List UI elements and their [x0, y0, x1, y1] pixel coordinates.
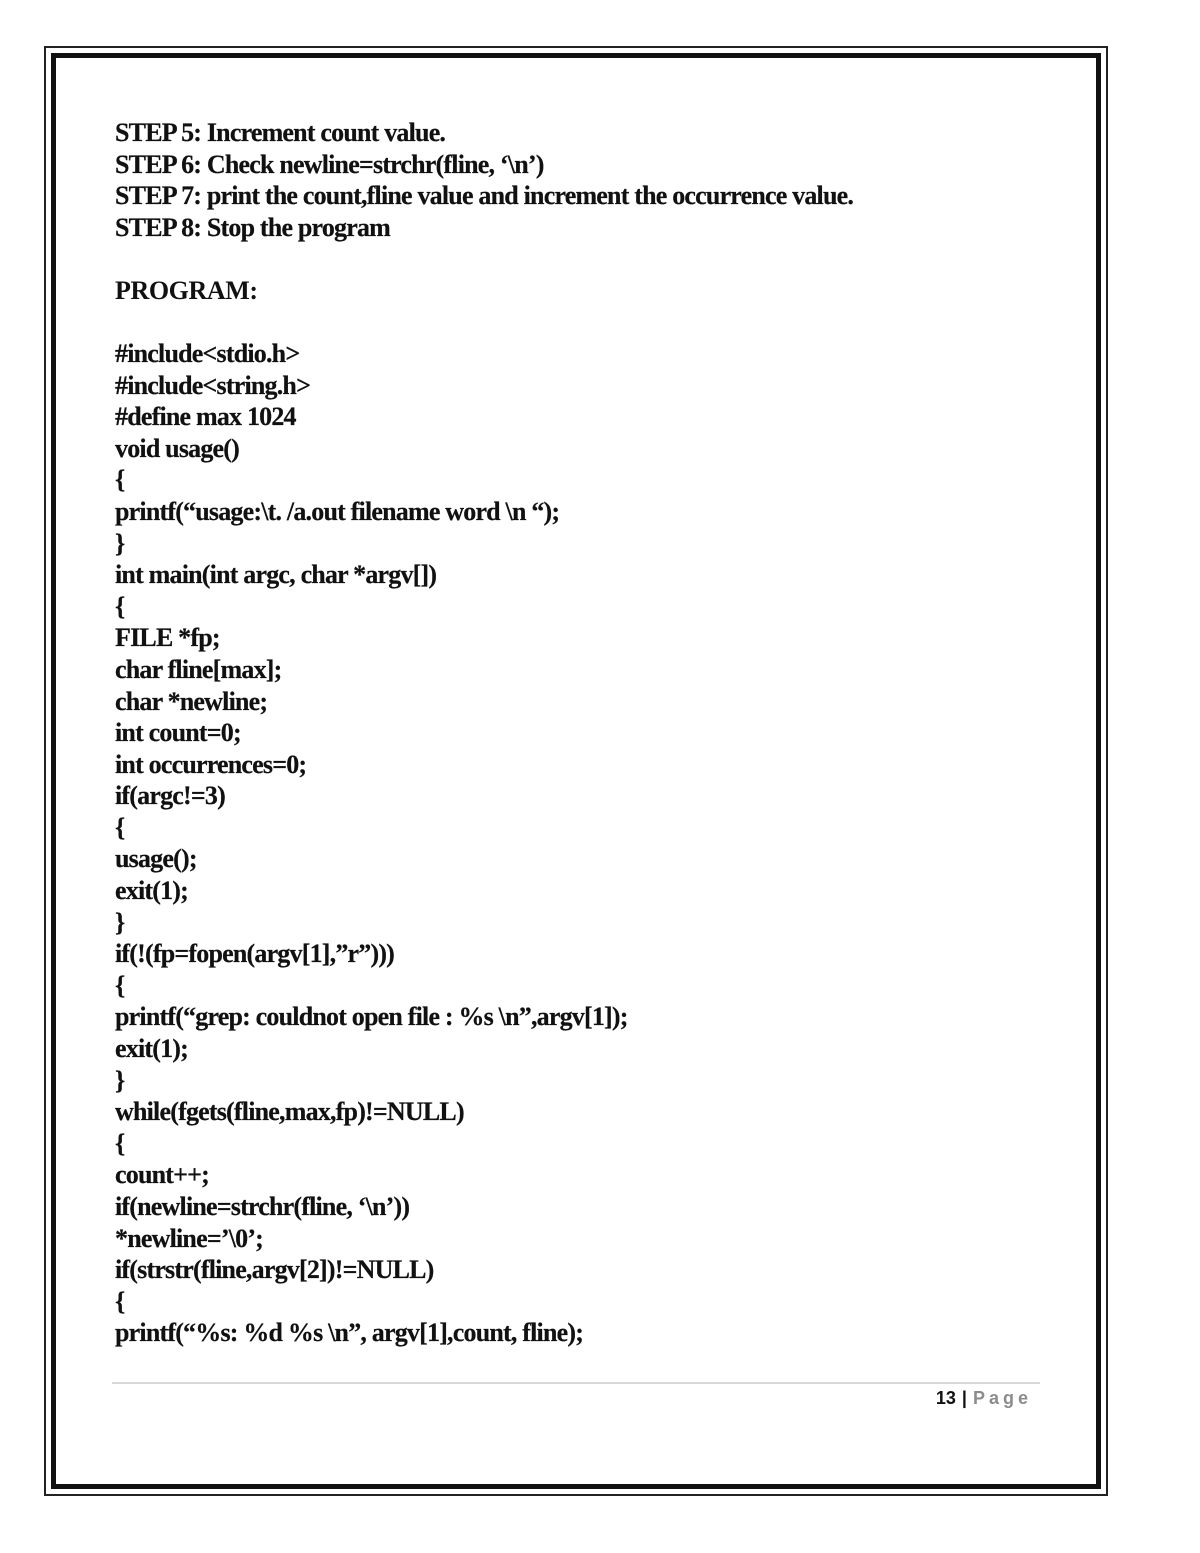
page-number: 13 — [935, 1388, 956, 1408]
step-line: STEP 6: Check newline=strchr(fline, ‘\n’) — [115, 149, 544, 179]
program-heading: PROGRAM: — [115, 276, 258, 306]
code-line: void usage() — [115, 433, 240, 463]
step-line: STEP 8: Stop the program — [115, 212, 391, 242]
code-line: int count=0; — [115, 718, 241, 748]
code-line: { — [115, 1286, 125, 1316]
code-line: char *newline; — [115, 686, 268, 716]
document-body — [115, 117, 1035, 1349]
code-line: usage(); — [115, 844, 197, 874]
code-line: #define max 1024 — [115, 402, 296, 432]
code-block — [115, 338, 1035, 1349]
code-line: { — [115, 591, 125, 621]
step-line: STEP 7: print the count,fline value and increment the occurrence value. — [115, 181, 854, 211]
code-line: { — [115, 1128, 125, 1158]
code-line: int main(int argc, char *argv[]) — [115, 560, 437, 590]
code-line: printf(“usage:\t. /a.out filename word \n “); — [115, 496, 560, 526]
footer-divider — [112, 1382, 1040, 1384]
page-footer — [936, 1388, 1032, 1409]
footer-separator: | — [961, 1388, 967, 1408]
step-line: STEP 5: Increment count value. — [115, 118, 446, 147]
code-line: FILE *fp; — [115, 623, 220, 653]
code-line: count++; — [115, 1160, 210, 1190]
code-line: int occurrences=0; — [115, 749, 307, 779]
code-line: } — [115, 1065, 125, 1095]
code-line: char fline[max]; — [115, 654, 282, 684]
code-line: printf(“grep: couldnot open file : %s \n”,argv[1]); — [115, 1002, 628, 1032]
code-line: if(newline=strchr(fline, ‘\n’)) — [115, 1192, 410, 1221]
code-line: if(!(fp=fopen(argv[1],”r”))) — [115, 939, 395, 969]
code-line: { — [115, 465, 125, 495]
code-line: } — [115, 907, 125, 937]
code-line: #include<string.h> — [115, 370, 311, 400]
code-line: exit(1); — [115, 876, 188, 906]
code-line: { — [115, 812, 125, 842]
code-line: if(strstr(fline,argv[2])!=NULL) — [115, 1255, 434, 1285]
code-line: } — [115, 528, 125, 558]
code-line: if(argc!=3) — [115, 781, 225, 811]
code-line: printf(“%s: %d %s \n”, argv[1],count, fline); — [115, 1318, 584, 1348]
page-label: Page — [972, 1388, 1032, 1408]
code-line: while(fgets(fline,max,fp)!=NULL) — [115, 1097, 464, 1127]
steps-list — [115, 117, 1035, 243]
code-line: { — [115, 970, 125, 1000]
code-line: *newline=’\0’; — [115, 1223, 264, 1253]
code-line: #include<stdio.h> — [115, 338, 300, 368]
code-line: exit(1); — [115, 1034, 188, 1064]
